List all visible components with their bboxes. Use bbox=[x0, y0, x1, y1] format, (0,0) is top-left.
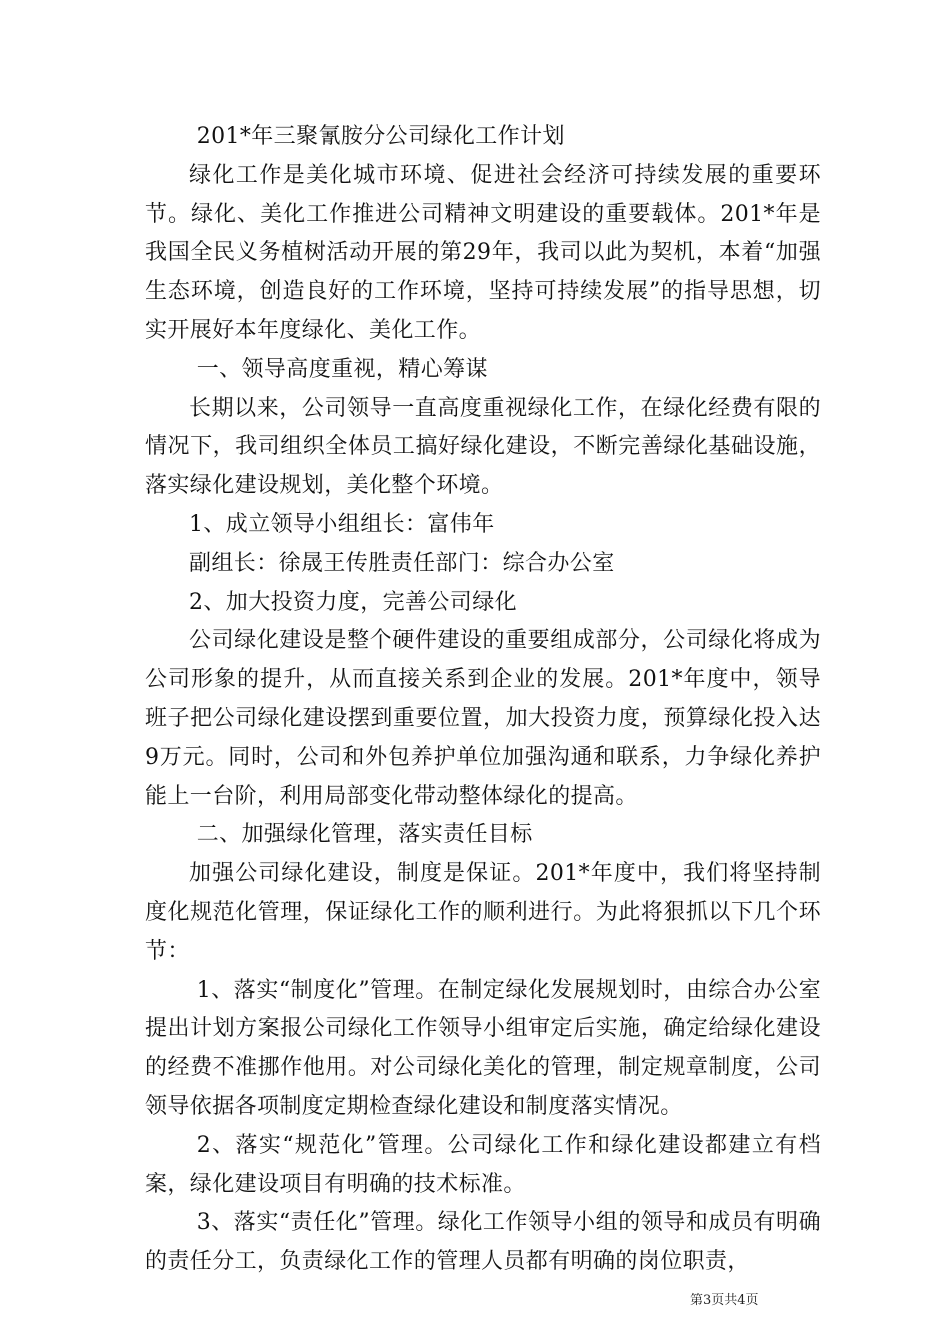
section-heading-2: 二、加强绿化管理，落实责任目标 bbox=[196, 822, 533, 848]
paragraph-intro: 绿化工作是美化城市环境、促进社会经济可持续发展的重要环节。绿化、美化工作推进公司精神文明建设的重要载体。201*年是我国全民义务植树活动开展的第29年，我司以此为契机，本着“加强生态环境，创造良好的工作环境，坚持可持续发展”的指导思想，切实开展好本年度绿化、美化工作。 bbox=[145, 162, 821, 343]
paragraph-responsibility: 3、落实“责任化”管理。绿化工作领导小组的领导和成员有明确的责任分工，负责绿化工作的管理人员都有明确的岗位职责， bbox=[145, 1210, 821, 1275]
page-number: 第3页共4页 bbox=[690, 1293, 759, 1308]
paragraph-standardization: 2、落实“规范化”管理。公司绿化工作和绿化建设都建立有档案，绿化建设项目有明确的技术标准。 bbox=[145, 1132, 821, 1197]
paragraph-management: 加强公司绿化建设，制度是保证。201*年度中，我们将坚持制度化规范化管理，保证绿化工作的顺利进行。为此将狠抓以下几个环节： bbox=[145, 861, 821, 964]
section-heading-1: 一、领导高度重视，精心筹谋 bbox=[196, 356, 488, 382]
paragraph-leadership: 长期以来，公司领导一直高度重视绿化工作，在绿化经费有限的情况下，我司组织全体员工搞好绿化建设，不断完善绿化基础设施，落实绿化建设规划，美化整个环境。 bbox=[145, 395, 821, 499]
paragraph-deputy-leader: 副组长：徐晟王传胜责任部门：综合办公室 bbox=[189, 550, 615, 576]
document-title: 201*年三聚氰胺分公司绿化工作计划 bbox=[196, 124, 565, 149]
document-body bbox=[145, 118, 821, 1282]
paragraph-institutionalization: 1、落实“制度化”管理。在制定绿化发展规划时，由综合办公室提出计划方案报公司绿化工作领导小组审定后实施，确定给绿化建设的经费不准挪作他用。对公司绿化美化的管理，制定规章制度，公司领导依据各项制度定期检查绿化建设和制度落实情况。 bbox=[145, 977, 821, 1119]
paragraph-group-leader: 1、成立领导小组组长：富伟年 bbox=[189, 511, 495, 537]
subheading-investment: 2、加大投资力度，完善公司绿化 bbox=[189, 589, 517, 615]
paragraph-investment: 公司绿化建设是整个硬件建设的重要组成部分，公司绿化将成为公司形象的提升，从而直接关系到企业的发展。201*年度中，领导班子把公司绿化建设摆到重要位置，加大投资力度，预算绿化投入达9万元。同时，公司和外包养护单位加强沟通和联系，力争绿化养护能上一台阶，利用局部变化带动整体绿化的提高。 bbox=[145, 628, 821, 809]
